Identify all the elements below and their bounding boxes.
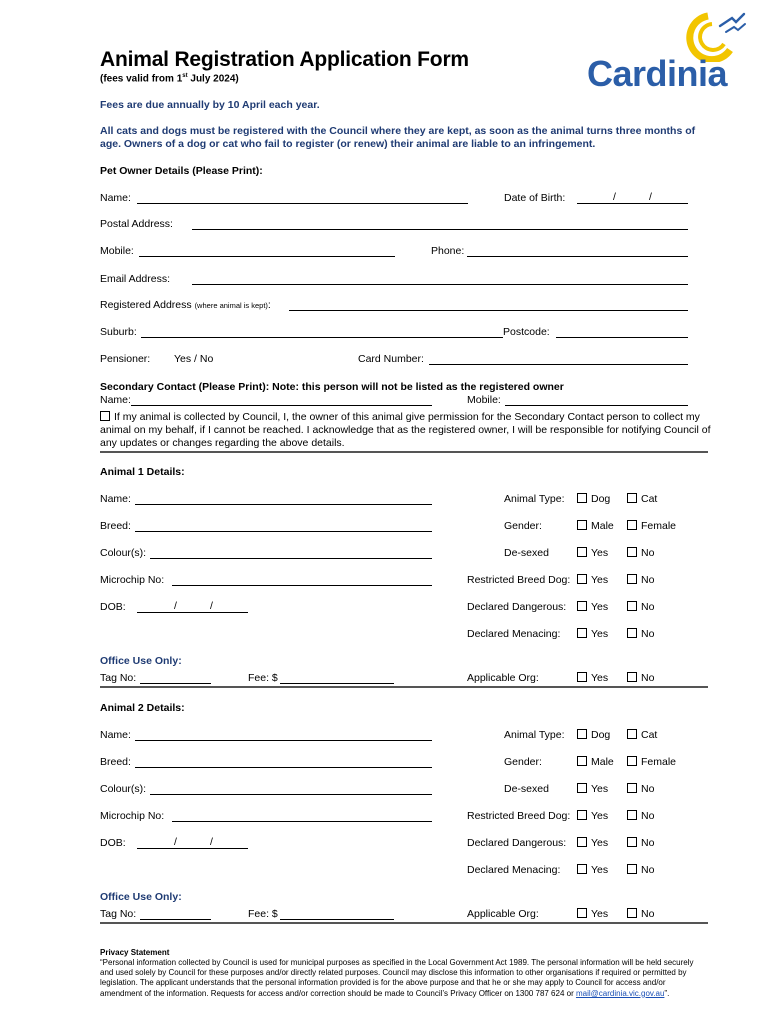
animal1-dangerous-label: Declared Dangerous: xyxy=(467,601,567,613)
checkbox[interactable] xyxy=(627,601,637,611)
postcode-field[interactable] xyxy=(556,337,688,338)
animal2-dangerous-yes[interactable]: Yes xyxy=(577,837,608,849)
animal2-menacing-yes[interactable]: Yes xyxy=(577,864,608,876)
date-slash: / xyxy=(174,600,177,612)
pensioner-yes-no[interactable]: Yes / No xyxy=(174,353,214,365)
animal1-restricted-no[interactable]: No xyxy=(627,574,654,586)
checkbox[interactable] xyxy=(577,837,587,847)
animal2-desexed-label: De-sexed xyxy=(504,783,549,795)
animal2-dob-field[interactable] xyxy=(137,848,248,849)
checkbox[interactable] xyxy=(577,493,587,503)
registration-notice: All cats and dogs must be registered with the Council where they are kept, as soon as the animal turns three months of age. Owners of a dog or cat who fail to register (or renew) their animal are liable to an infringement. xyxy=(100,125,696,150)
animal2-restricted-label: Restricted Breed Dog: xyxy=(467,810,571,822)
divider xyxy=(100,686,708,688)
animal2-fee-field[interactable] xyxy=(280,919,394,920)
checkbox[interactable] xyxy=(577,729,587,739)
checkbox[interactable] xyxy=(577,574,587,584)
animal2-desexed-no[interactable]: No xyxy=(627,783,654,795)
checkbox[interactable] xyxy=(627,810,637,820)
animal2-restricted-no[interactable]: No xyxy=(627,810,654,822)
animal1-fee-field[interactable] xyxy=(280,683,394,684)
animal1-dangerous-no[interactable]: No xyxy=(627,601,654,613)
permission-checkbox[interactable] xyxy=(100,411,110,421)
privacy-heading: Privacy Statement xyxy=(100,948,170,957)
owner-dob-field[interactable] xyxy=(577,203,688,204)
animal1-org-yes[interactable]: Yes xyxy=(577,672,608,684)
animal1-male-option[interactable]: Male xyxy=(577,520,614,532)
date-slash: / xyxy=(174,836,177,848)
animal2-breed-field[interactable] xyxy=(135,767,432,768)
email-label: Email Address: xyxy=(100,273,171,285)
checkbox[interactable] xyxy=(577,672,587,682)
animal2-menacing-label: Declared Menacing: xyxy=(467,864,561,876)
checkbox[interactable] xyxy=(627,837,637,847)
animal2-breed-label: Breed: xyxy=(100,756,131,768)
animal2-cat-option[interactable]: Cat xyxy=(627,729,657,741)
animal2-colour-field[interactable] xyxy=(150,794,432,795)
secondary-name-field[interactable] xyxy=(131,405,432,406)
animal1-office-heading: Office Use Only: xyxy=(100,655,182,667)
animal2-microchip-field[interactable] xyxy=(172,821,432,822)
animal1-menacing-yes[interactable]: Yes xyxy=(577,628,608,640)
checkbox[interactable] xyxy=(627,864,637,874)
animal2-gender-label: Gender: xyxy=(504,756,542,768)
animal1-dog-option[interactable]: Dog xyxy=(577,493,610,505)
divider xyxy=(100,451,708,453)
animal1-dob-label: DOB: xyxy=(100,601,126,613)
animal2-name-field[interactable] xyxy=(135,740,432,741)
checkbox[interactable] xyxy=(577,756,587,766)
owner-dob-label: Date of Birth: xyxy=(504,192,566,204)
logo-text: Cardinia xyxy=(587,53,728,94)
secondary-mobile-label: Mobile: xyxy=(467,394,501,406)
checkbox[interactable] xyxy=(577,864,587,874)
animal2-microchip-label: Microchip No: xyxy=(100,810,165,822)
owner-phone-label: Phone: xyxy=(431,245,465,257)
checkbox[interactable] xyxy=(627,756,637,766)
animal1-menacing-label: Declared Menacing: xyxy=(467,628,561,640)
secondary-permission: If my animal is collected by Council, I, the owner of this animal give permission for the Secondary Contact person to collect my animal on my behalf, if I cannot be reached. I acknowledge that as the registered owner, I will be responsible for notifying Council of any updates or changes regarding the above details. xyxy=(100,411,711,449)
animal1-colour-label: Colour(s): xyxy=(100,547,147,559)
postal-address-field[interactable] xyxy=(192,229,688,230)
animal1-org-label: Applicable Org: xyxy=(467,672,539,684)
animal2-tag-label: Tag No: xyxy=(100,908,137,920)
secondary-heading: Secondary Contact (Please Print): Note: this person will not be listed as the registered owner xyxy=(100,381,564,393)
checkbox[interactable] xyxy=(577,628,587,638)
card-number-field[interactable] xyxy=(429,364,688,365)
checkbox[interactable] xyxy=(627,908,637,918)
animal1-desexed-yes[interactable]: Yes xyxy=(577,547,608,559)
owner-mobile-label: Mobile: xyxy=(100,245,134,257)
animal1-type-label: Animal Type: xyxy=(504,493,565,505)
animal1-dangerous-yes[interactable]: Yes xyxy=(577,601,608,613)
privacy-statement: “Personal information collected by Council is used for municipal purposes as specified in the Local Government Act 1989. The personal information will be held securely and used solely by Council for these purposes and/or directly related purposes. Council may disclose this information to other organisations if required or permitted by legislation. The applicant understands that the personal information provided is for the above purpose and that he or she may apply to Council for access and/or amendment of the information. Requests for access and/or correction should be made to Council’s Privacy Officer on 1300 787 624 or mail@cardinia.vic.gov.au”. xyxy=(100,958,694,998)
animal2-female-option[interactable]: Female xyxy=(627,756,676,768)
animal1-name-field[interactable] xyxy=(135,504,432,505)
animal2-org-label: Applicable Org: xyxy=(467,908,539,920)
checkbox[interactable] xyxy=(577,601,587,611)
animal1-restricted-label: Restricted Breed Dog: xyxy=(467,574,571,586)
secondary-name-label: Name: xyxy=(100,394,131,406)
animal1-fee-label: Fee: $ xyxy=(248,672,278,684)
animal2-desexed-yes[interactable]: Yes xyxy=(577,783,608,795)
suburb-label: Suburb: xyxy=(100,326,137,338)
divider xyxy=(100,922,708,924)
animal1-tag-label: Tag No: xyxy=(100,672,137,684)
pensioner-label: Pensioner: xyxy=(100,353,151,365)
animal1-desexed-label: De-sexed xyxy=(504,547,549,559)
animal2-type-label: Animal Type: xyxy=(504,729,565,741)
checkbox[interactable] xyxy=(577,908,587,918)
checkbox[interactable] xyxy=(627,628,637,638)
animal1-menacing-no[interactable]: No xyxy=(627,628,654,640)
animal1-colour-field[interactable] xyxy=(150,558,432,559)
animal2-dangerous-label: Declared Dangerous: xyxy=(467,837,567,849)
animal1-dob-field[interactable] xyxy=(137,612,248,613)
animal1-female-option[interactable]: Female xyxy=(627,520,676,532)
registered-address-label: Registered Address (where animal is kept): xyxy=(100,299,271,311)
animal1-org-no[interactable]: No xyxy=(627,672,654,684)
checkbox[interactable] xyxy=(577,547,587,557)
animal2-male-option[interactable]: Male xyxy=(577,756,614,768)
animal1-gender-label: Gender: xyxy=(504,520,542,532)
checkbox[interactable] xyxy=(627,783,637,793)
checkbox[interactable] xyxy=(627,547,637,557)
owner-name-field[interactable] xyxy=(137,203,468,204)
animal2-dob-label: DOB: xyxy=(100,837,126,849)
checkbox[interactable] xyxy=(627,574,637,584)
animal1-microchip-label: Microchip No: xyxy=(100,574,165,586)
animal1-cat-option[interactable]: Cat xyxy=(627,493,657,505)
page-title: Animal Registration Application Form xyxy=(100,48,469,71)
fees-valid-note: (fees valid from 1st July 2024) xyxy=(100,73,239,85)
animal1-breed-label: Breed: xyxy=(100,520,131,532)
animal2-dog-option[interactable]: Dog xyxy=(577,729,610,741)
checkbox[interactable] xyxy=(627,672,637,682)
checkbox[interactable] xyxy=(627,493,637,503)
animal2-org-no[interactable]: No xyxy=(627,908,654,920)
checkbox[interactable] xyxy=(577,783,587,793)
owner-heading: Pet Owner Details (Please Print): xyxy=(100,165,263,177)
date-slash: / xyxy=(649,191,652,203)
animal2-org-yes[interactable]: Yes xyxy=(577,908,608,920)
animal1-restricted-yes[interactable]: Yes xyxy=(577,574,608,586)
animal2-tag-field[interactable] xyxy=(140,919,211,920)
owner-mobile-field[interactable] xyxy=(139,256,395,257)
cardinia-logo xyxy=(585,10,750,95)
animal1-heading: Animal 1 Details: xyxy=(100,466,185,478)
animal2-heading: Animal 2 Details: xyxy=(100,702,185,714)
checkbox[interactable] xyxy=(627,729,637,739)
animal1-name-label: Name: xyxy=(100,493,131,505)
privacy-email-link[interactable]: mail@cardinia.vic.gov.au xyxy=(575,988,665,998)
animal2-colour-label: Colour(s): xyxy=(100,783,147,795)
animal2-office-heading: Office Use Only: xyxy=(100,891,182,903)
animal2-dangerous-no[interactable]: No xyxy=(627,837,654,849)
fees-due-notice: Fees are due annually by 10 April each year. xyxy=(100,99,320,111)
date-slash: / xyxy=(210,836,213,848)
email-field[interactable] xyxy=(192,284,688,285)
checkbox[interactable] xyxy=(627,520,637,530)
animal1-microchip-field[interactable] xyxy=(172,585,432,586)
owner-name-label: Name: xyxy=(100,192,131,204)
animal2-menacing-no[interactable]: No xyxy=(627,864,654,876)
suburb-field[interactable] xyxy=(141,337,503,338)
date-slash: / xyxy=(613,191,616,203)
animal2-fee-label: Fee: $ xyxy=(248,908,278,920)
animal2-restricted-yes[interactable]: Yes xyxy=(577,810,608,822)
animal1-desexed-no[interactable]: No xyxy=(627,547,654,559)
owner-phone-field[interactable] xyxy=(467,256,688,257)
checkbox[interactable] xyxy=(577,810,587,820)
secondary-mobile-field[interactable] xyxy=(505,405,688,406)
animal1-breed-field[interactable] xyxy=(135,531,432,532)
postcode-label: Postcode: xyxy=(503,326,550,338)
registered-address-field[interactable] xyxy=(289,310,688,311)
checkbox[interactable] xyxy=(577,520,587,530)
postal-address-label: Postal Address: xyxy=(100,218,173,230)
date-slash: / xyxy=(210,600,213,612)
animal2-name-label: Name: xyxy=(100,729,131,741)
card-number-label: Card Number: xyxy=(358,353,424,365)
animal1-tag-field[interactable] xyxy=(140,683,211,684)
